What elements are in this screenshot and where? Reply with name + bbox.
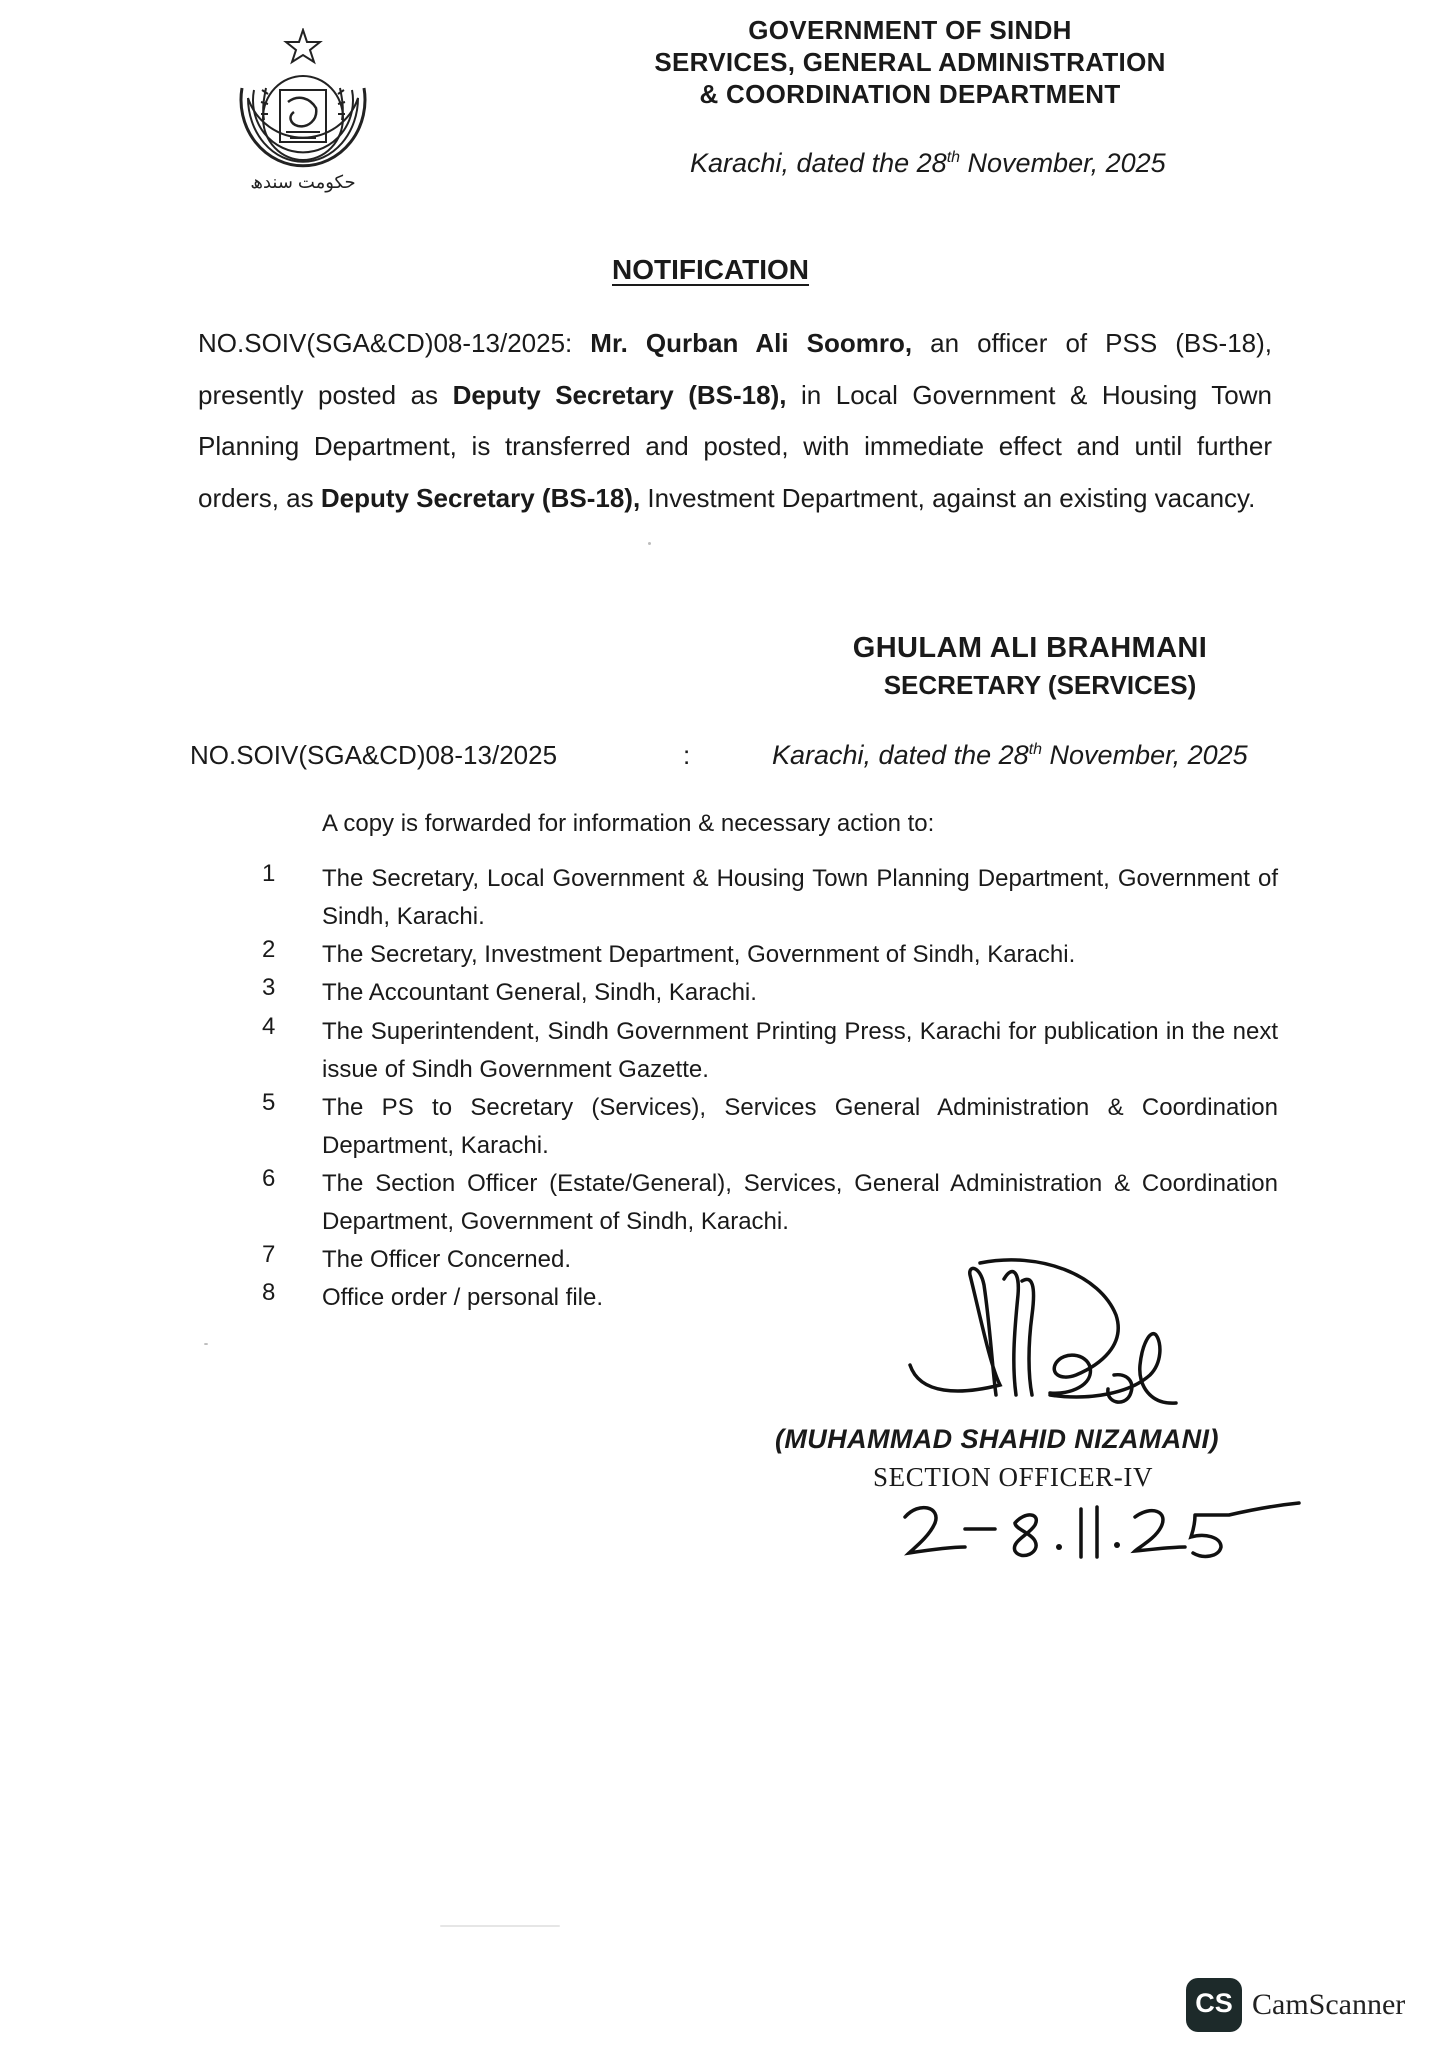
list-item-text: The Superintendent, Sindh Government Printing Press, Karachi for publication in the next issue of Sindh Government Gazette. [322, 1018, 1278, 1083]
signatory-title: SECRETARY (SERVICES) [883, 670, 1197, 700]
copy-reference: NO.SOIV(SGA&CD)08-13/2025 [190, 740, 558, 770]
list-item-number: 2 [262, 936, 276, 963]
post-2: Deputy Secretary (BS-18), [320, 482, 641, 513]
copy-colon: : [683, 740, 691, 770]
list-item-number: 3 [262, 974, 276, 1001]
copy-date [772, 740, 1248, 771]
body-text-1: an officer of PSS (BS-18), presently posted as [198, 328, 1273, 410]
header-date-suffix: November, 2025 [960, 148, 1166, 178]
list-item-number: 6 [262, 1165, 276, 1192]
body-text-2: in Local Government & Housing Town Planning Department, is transferred and posted, with immediate effect and until further orders, as [198, 379, 1272, 513]
copy-intro: A copy is forwarded for information & necessary action to: [322, 810, 935, 837]
list-item-text: The Accountant General, Sindh, Karachi. [322, 979, 757, 1006]
section-officer-title: SECTION OFFICER-IV [873, 1462, 1154, 1492]
handwritten-date [895, 1495, 1305, 1565]
handwritten-signature [900, 1255, 1200, 1430]
signatory-name: GHULAM ALI BRAHMANI [852, 632, 1208, 664]
scan-speck [648, 542, 651, 545]
list-item-number: 4 [262, 1013, 276, 1040]
copy-date-suffix: November, 2025 [1042, 740, 1248, 770]
list-item-number: 1 [262, 860, 276, 887]
list-item-number: 7 [262, 1241, 276, 1268]
scan-speck [440, 1925, 560, 1927]
list-item-text: Office order / personal file. [322, 1284, 604, 1311]
post-1: Deputy Secretary (BS-18), [452, 379, 787, 410]
list-item-text: The PS to Secretary (Services), Services General Administration & Coordination Department, Karachi. [322, 1094, 1278, 1159]
camscanner-name: CamScanner [1252, 1988, 1406, 2021]
header-line-3: & COORDINATION DEPARTMENT [699, 79, 1121, 109]
copy-date-prefix: Karachi, dated the 28 [772, 740, 1029, 770]
copy-date-sup: th [1028, 741, 1043, 758]
emblem-caption: حکومت سندھ [250, 172, 356, 192]
camscanner-logo-text: CS [1195, 1988, 1233, 2018]
header-date-sup: th [946, 149, 961, 166]
list-item-text: The Officer Concerned. [322, 1246, 572, 1273]
header-line-2: SERVICES, GENERAL ADMINISTRATION [654, 47, 1166, 77]
sindh-government-emblem-icon [228, 28, 378, 198]
scan-speck [204, 1343, 208, 1345]
notification-body [198, 318, 1272, 524]
list-item-text: The Secretary, Investment Department, Government of Sindh, Karachi. [322, 941, 1076, 968]
list-item-text: The Secretary, Local Government & Housing Town Planning Department, Government of Sindh, Karachi. [322, 865, 1278, 930]
section-officer-name: (MUHAMMAD SHAHID NIZAMANI) [775, 1424, 1219, 1454]
header-line-1: GOVERNMENT OF SINDH [748, 15, 1072, 45]
header-date-prefix: Karachi, dated the 28 [690, 148, 947, 178]
header-date [690, 148, 1166, 179]
notification-ref: NO.SOIV(SGA&CD)08-13/2025: [198, 328, 591, 358]
list-item-number: 5 [262, 1089, 276, 1116]
body-text-3: Investment Department, against an existing vacancy. [640, 482, 1256, 513]
list-item-number: 8 [262, 1279, 276, 1306]
officer-name: Mr. Qurban Ali Soomro, [590, 328, 913, 358]
notification-title: NOTIFICATION [612, 254, 810, 285]
list-item-text: The Section Officer (Estate/General), Services, General Administration & Coordination Department, Government of Sindh, Karachi. [322, 1170, 1278, 1235]
